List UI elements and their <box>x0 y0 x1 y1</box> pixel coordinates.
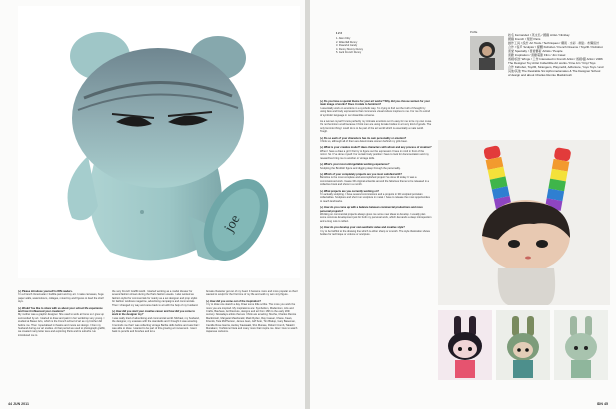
dunny-thumbnail-2 <box>496 310 550 380</box>
profile-line: 合作 / 客戶 Sculptor / 媒體 Kidrobot / French Dreams / Toy2R / Kidrobot <box>508 45 603 49</box>
left-column-2 <box>112 290 200 334</box>
question: (+) What's your most unforgettable working experience? <box>320 163 390 167</box>
answer: female character get out of my head. It became more and more popular so that I wanted to sculpt for the first time of my life and sold my own vinyl figure. <box>206 290 298 297</box>
dunny-thumbnail-1 <box>438 310 492 380</box>
answer: When I have a draw a girl I first try to figure out the expression I have in mind in front of the mirror. So I I've done myself. For certain body position I have to look for documentation and my researches bring me to another or vintage dolls. <box>320 149 429 160</box>
credit-item: 3. Peaceful Candy <box>336 44 358 48</box>
profile-line: 創作工具 / 設計 Art Tools / Techniques / 藝術 · 水彩 · 拼貼 · 布偶設計 <box>508 41 600 45</box>
profile-line: 姓名 Fernandez / 英文名 / 國籍 Artist / Nimbay <box>508 33 570 37</box>
question: (+) What projects are you currently working on? <box>320 189 380 193</box>
dunny-green-illustration <box>554 310 608 380</box>
answer: I essentially work on emotions in a symbolic way. I'm trying to find out the truth of thought by using face and body expressions that commence visual culture inspires to me. For me it's a kind of symbolic language in our dreamlike universe. <box>320 106 431 117</box>
question: (+) Would You like to share with us about your school life experience and how it influenced your creations? <box>18 306 103 314</box>
dunny-teal-illustration <box>496 310 550 380</box>
answer: I was really tired of advertising and commercial world. Michael, my husband, the designer, my unaware with the standards and I thought it was amazing. It reminds me that I was collecting vintage Barbie dolls before and saw that I was able to draw. I wanted to be part of this growing art movement. I went back to pencils and brushes and let a <box>112 316 200 334</box>
answer: My mother was a graphic designer. She used to work at home so I grew up surrounded by art. I started to draw and paint in her workshop very young. I studied at Beaux Arts, which is the French school of art as my brother did before me. Then I specialised in theatre and movie set design. I then my husband during our art studies. At that period we used to photograph graffiti, we created many letter tees and exploring Paris and its suburbs. He introduced me to <box>18 313 106 337</box>
profile-line: 喜歡 Inspiration / 喜歡電影 Film / Jim Cavel <box>508 53 566 57</box>
page-number-right: IDN 45 <box>596 402 608 406</box>
profile-label: Profile <box>470 31 478 34</box>
answer: I'm actually sculpting. I have several commissions and a projects in 3D sculpted porcelain collectables. Sculpture and short run sculpture in metal. I have to release the most opportunities to reach landmarks. <box>320 192 430 203</box>
answer: Bertoline is the most complete and accomplished project I've done till today. It was a commissioned work. Cease 3D original artworks around the fabulous theme to be released in a collective book and show in a month. <box>320 176 429 187</box>
right-column-interview <box>320 100 432 400</box>
question: (+) Please introduce yourself to IDN readers. <box>18 290 73 293</box>
left-page <box>0 0 305 409</box>
profile-line: 喜愛 Specialty / 喜愛藝術 Artists / People <box>508 49 563 53</box>
credit-item: 2. Waterfall Dunny <box>336 40 358 44</box>
left-column-3 <box>206 290 298 334</box>
credit-item: 1. Alien Kitty <box>336 37 351 41</box>
answer: I try to draw one sketch a day. Draw some little scribe. The more you work the more you are inspired. My inspirations are: Symbolism, Modernism, Arts and Crafts, Bauhaus, Architecture, designs and art from 18th to the early 20th century. Nowadays artists that are I think are amazing: Mucha, Charles Rennie Mackintosh, Margaret Macdonald, Mark Ryden, Ray Caesar, Chaos, Kaws, Friends, Tara McPherson, James Jean, Jeff Soto, Tim Biskup, Gary Baseman, Camille Rose Garcia, Audrey Kawasaki, Sho Murase, Robert Crumb, Takashi Murakami, Yoshitomo Nara and many more that inspire me. Also I love to watch Japanese cartoons. <box>206 303 298 334</box>
question: (+) Do you have a special theme for your art works? Why did you choose women for your main image of works? Does it relate to feminism? <box>320 100 430 107</box>
page-number-left: 44 JUN 2011 <box>8 402 29 406</box>
answer: I'm a French Venezuelan / bodilla paint and toy art. I make canvases, huge paper walls, watercolours, collages, mixed toy and figures to feed the shelf toys. <box>18 293 104 304</box>
profile-line: 國籍 French / 現居 Paris <box>508 37 541 41</box>
profile-line: 其他/其他 The Desirable Sic Aphromelomatus & The Designer School <box>508 69 601 73</box>
question: (+) Do so each of your characters has its own personality or emotion? <box>320 136 407 140</box>
answer: I think so, although all of them are determinate women behind my girls been. <box>320 140 408 144</box>
dunny-black-hair-illustration <box>438 310 492 380</box>
dunny-thumbnail-3 <box>554 310 608 380</box>
profile-line: 遊戲/設計 Wings / 工作 Interested in French Artist / 遊戲/圖 Artist / 2006 <box>508 57 603 61</box>
profile-line: of design and about Charles Rennie Mackintosh <box>508 73 572 77</box>
dunny-photo-main <box>438 140 610 305</box>
left-column-1 <box>18 290 106 337</box>
answer: Sculpting the Bruttlish figure and digging deep through the personality. <box>320 166 401 170</box>
credit-item: 4. Dunny Munny Dunny <box>336 47 364 51</box>
credits-title: 1 2 3 <box>336 32 342 35</box>
artist-portrait <box>470 36 504 70</box>
answer: I try to be faithful to the drawing line which is either sharp or smooth. The style illustration shows bodies for technique or volume or sculpture. <box>320 229 430 236</box>
credit-item: 5. Jack French Dunny <box>336 51 362 55</box>
svg-text:joe: joe <box>221 212 244 235</box>
toy-photo-main <box>18 6 300 278</box>
question: (+) How did you come out of the inspiration? <box>206 299 261 303</box>
question: (+) What is your creative model? Have characters with whom and any process of creation? <box>320 146 432 150</box>
answer: Working on commercial projects always gives me some new ideas to develop. I usually plan some concrete development just for both my personal work, which demands a deep introspection and a long cuts to reflect. <box>320 212 432 223</box>
profile-line: 合作 Kidrobot, Toy2R, Strangeco, Playmobil, Adfunture, Yuyu Toys / and <box>508 65 604 69</box>
image-credits <box>336 32 396 54</box>
answer: As a woman myself I know perfectly my intimate emotions so it's easy for me to be my own muse. It's not feminism at all because I think men are using female bodies in art very kind of goods. The only feminist thing I could do is to be part of the art world which is essentially a male world. Tough. <box>320 120 432 134</box>
question: (+) How do you develop your own aesthetic value and creative style? <box>320 226 405 230</box>
rainbow-ear-dunny-illustration <box>438 140 610 305</box>
profile-line: The Designer Toy Artist Collectible Art works / Fine Art / Vinyl Toys <box>508 61 596 65</box>
blue-bear-toy-illustration <box>18 6 300 278</box>
profile-info <box>508 33 612 77</box>
question: (+) How did you start your creative career and how did you come to work in the designer toy? <box>112 310 195 317</box>
question: (+) How do you come up with a balance between commercial productions and more personal projects? <box>320 206 423 213</box>
right-page <box>310 0 616 409</box>
portrait-illustration <box>470 36 504 70</box>
answer: the very French Graffiti world. I started working as a model dresser for several fashion shows during the Paris fashion weeks. I also worked as fashion stylist for commercials for mainly as a set designer and prop stylist for fashion windows magazine, advertising campaigns and commercials. Then I changed my way and came back to art with the help of my husband. <box>112 290 199 307</box>
question: (+) Which of your completely projects are you most satisfied with? <box>320 172 402 176</box>
